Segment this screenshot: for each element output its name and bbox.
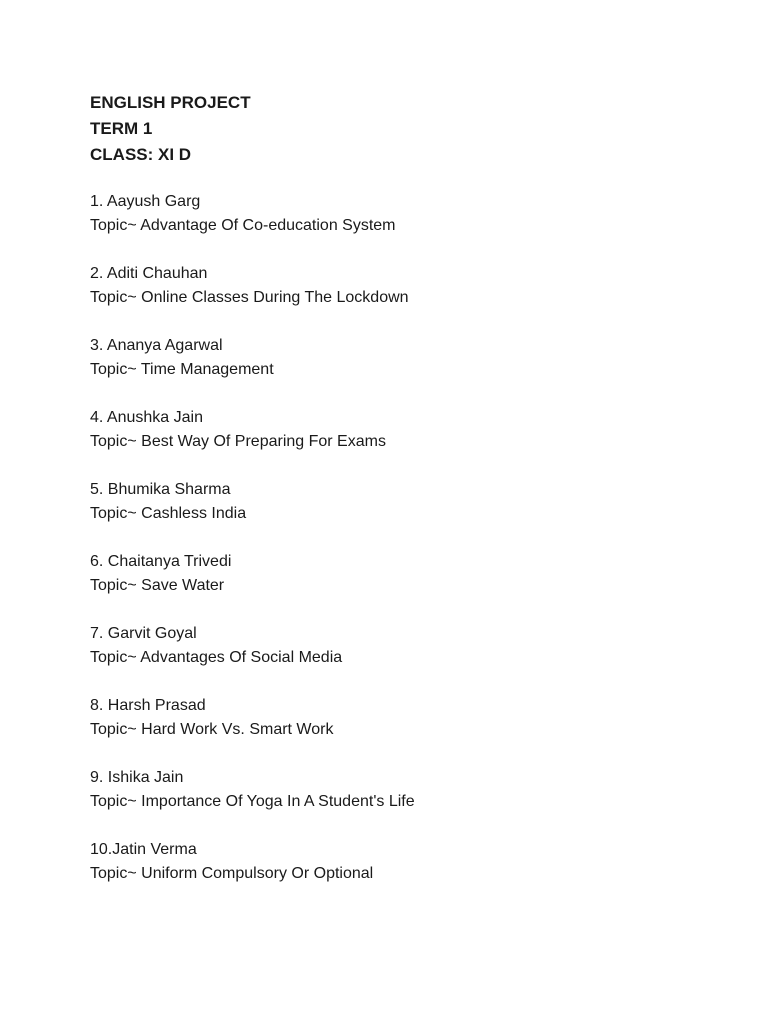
student-name: 5. Bhumika Sharma [90, 481, 231, 498]
list-item [90, 334, 730, 382]
list-item [90, 550, 730, 598]
document-page [90, 90, 730, 910]
class-label: CLASS: XI D [90, 145, 192, 164]
student-topic: Topic~ Advantages Of Social Media [90, 649, 343, 666]
student-topic: Topic~ Hard Work Vs. Smart Work [90, 721, 334, 738]
project-title: ENGLISH PROJECT [90, 93, 251, 112]
student-topic: Topic~ Importance Of Yoga In A Student's Life [90, 793, 415, 810]
student-topic: Topic~ Save Water [90, 577, 225, 594]
student-name: 9. Ishika Jain [90, 769, 184, 786]
student-name: 8. Harsh Prasad [90, 697, 206, 714]
list-item [90, 190, 730, 238]
list-item [90, 838, 730, 886]
list-item [90, 478, 730, 526]
student-name: 10.Jatin Verma [90, 841, 197, 858]
student-name: 3. Ananya Agarwal [90, 337, 223, 354]
list-item [90, 262, 730, 310]
student-topic: Topic~ Online Classes During The Lockdown [90, 289, 409, 306]
document-header [90, 90, 730, 168]
student-list [90, 190, 730, 886]
list-item [90, 694, 730, 742]
student-topic: Topic~ Time Management [90, 361, 274, 378]
student-topic: Topic~ Uniform Compulsory Or Optional [90, 865, 374, 882]
student-topic: Topic~ Cashless India [90, 505, 247, 522]
list-item [90, 622, 730, 670]
list-item [90, 766, 730, 814]
student-name: 4. Anushka Jain [90, 409, 203, 426]
student-topic: Topic~ Advantage Of Co-education System [90, 217, 396, 234]
list-item [90, 406, 730, 454]
student-name: 1. Aayush Garg [90, 193, 201, 210]
student-name: 6. Chaitanya Trivedi [90, 553, 232, 570]
student-name: 7. Garvit Goyal [90, 625, 197, 642]
student-topic: Topic~ Best Way Of Preparing For Exams [90, 433, 386, 450]
student-name: 2. Aditi Chauhan [90, 265, 208, 282]
term-label: TERM 1 [90, 119, 153, 138]
